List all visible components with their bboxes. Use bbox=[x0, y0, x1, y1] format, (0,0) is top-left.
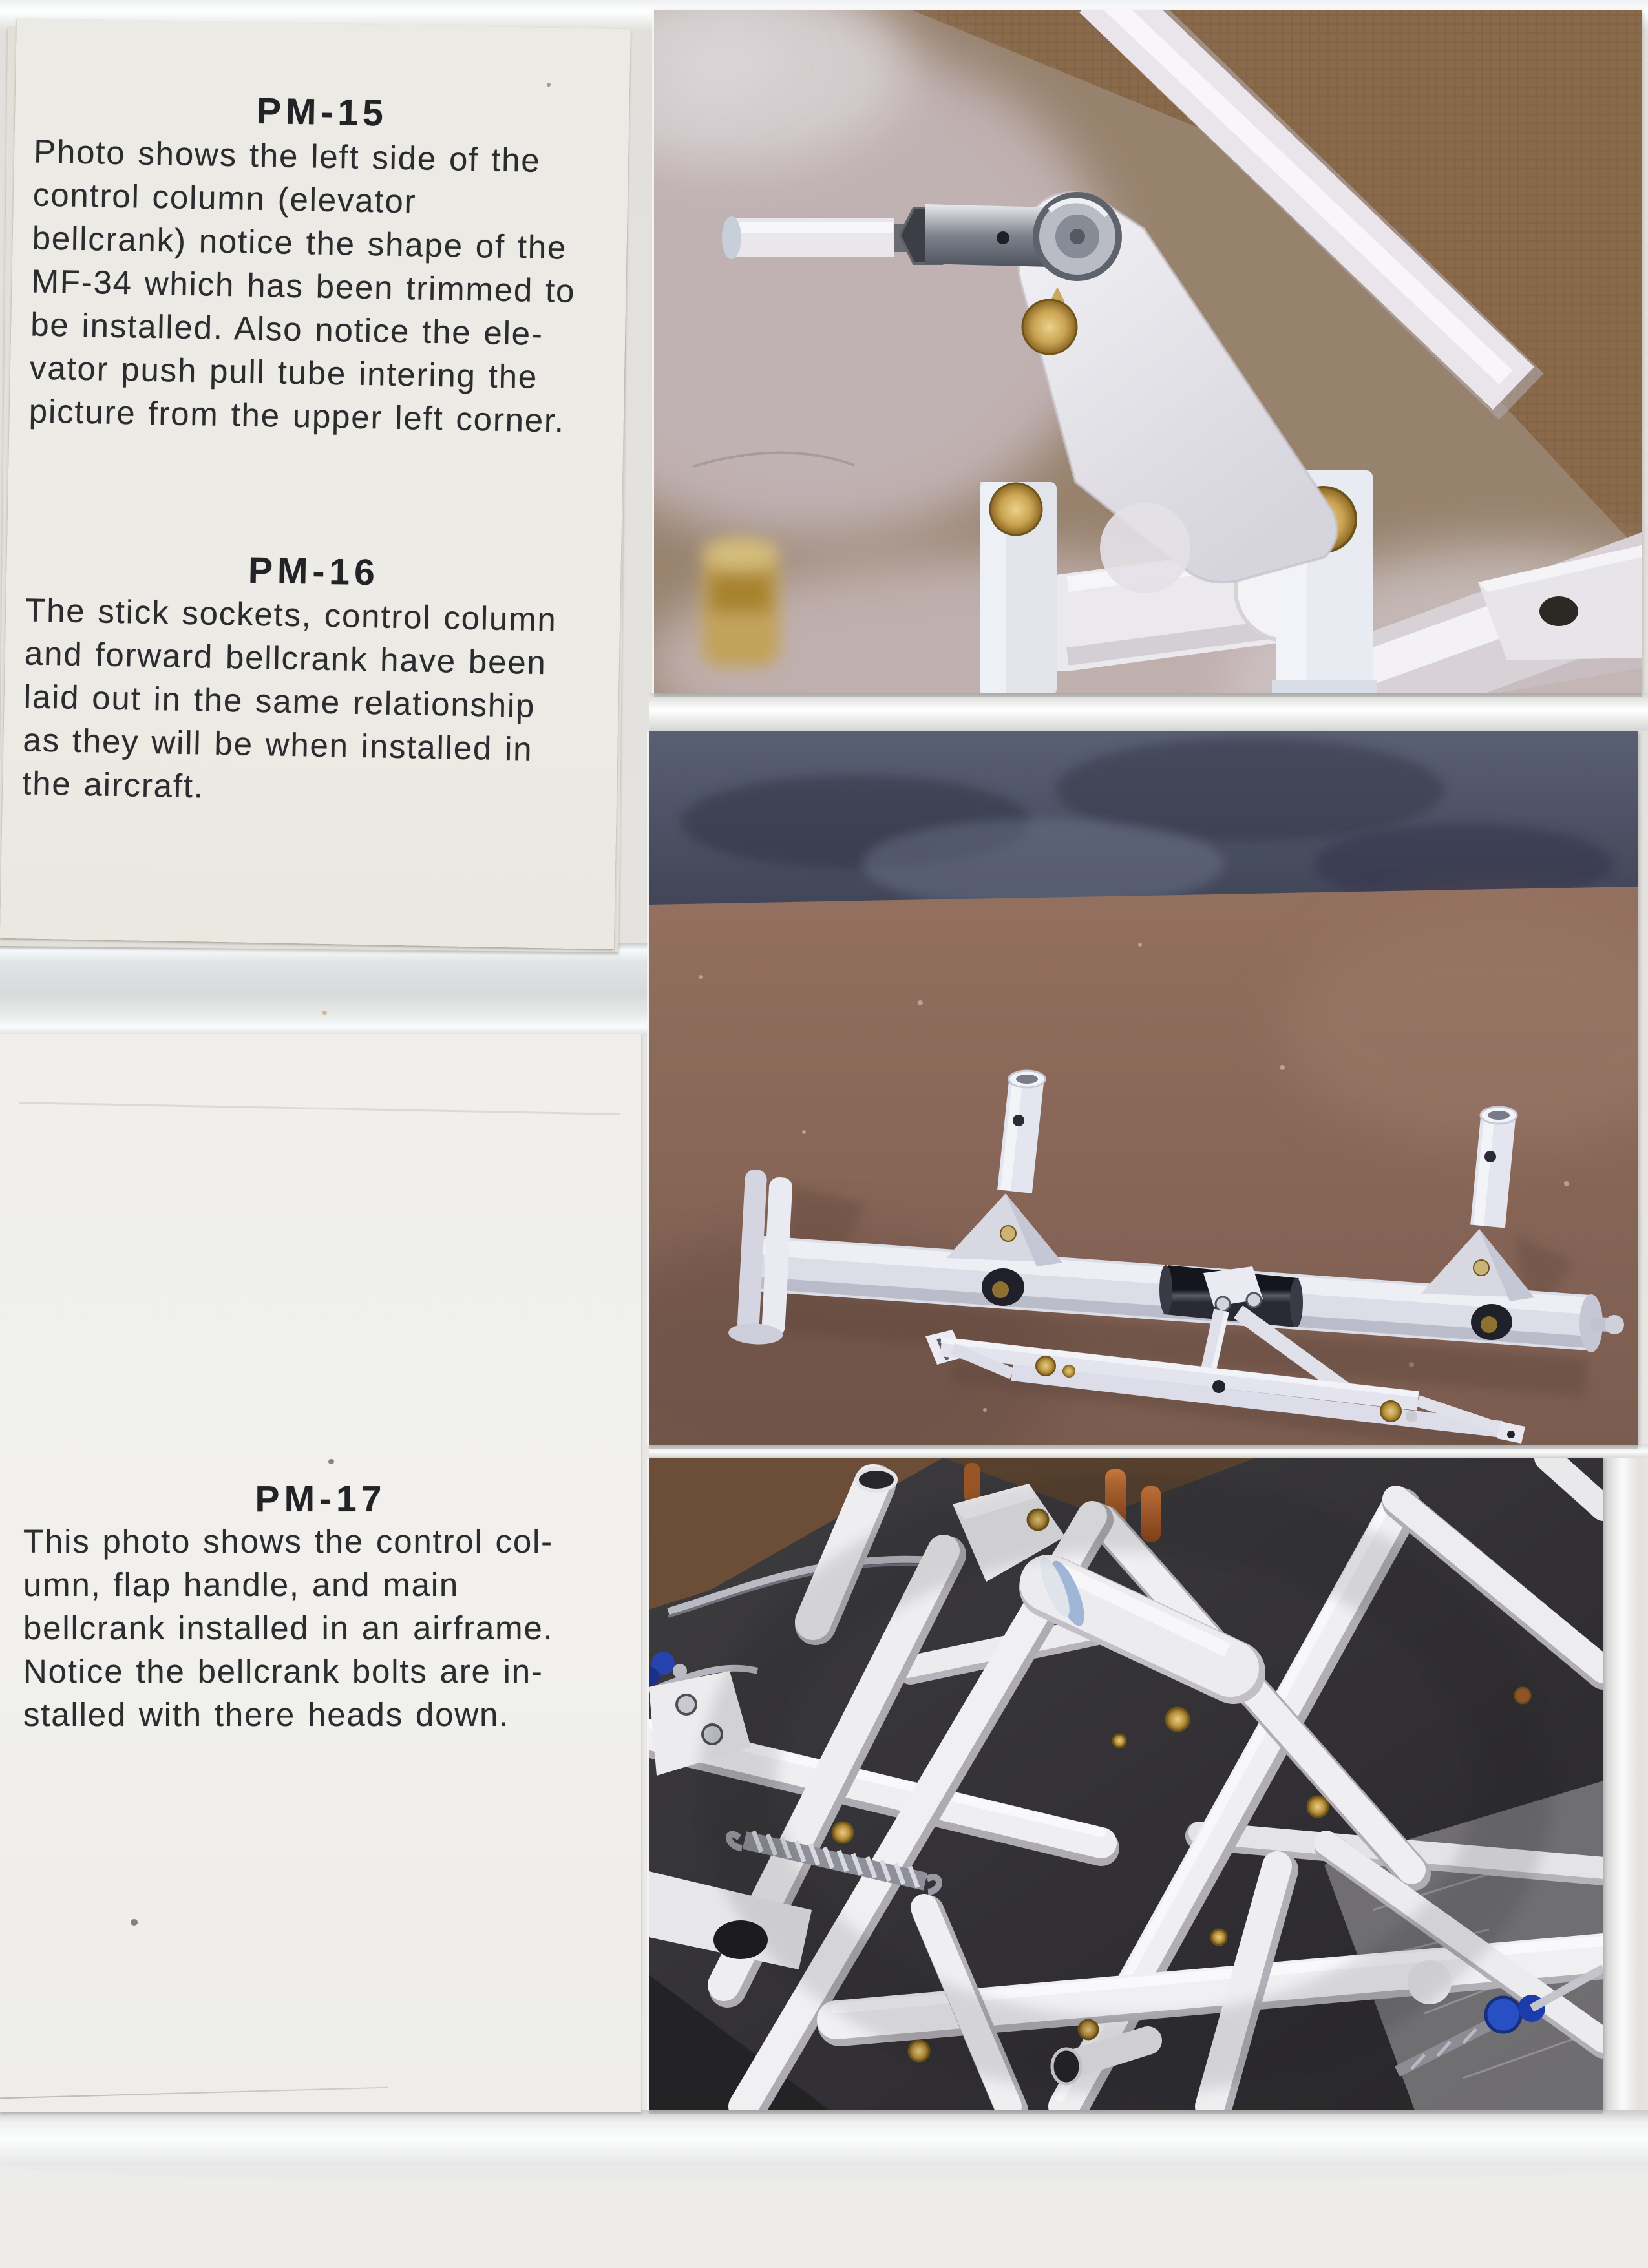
photo-pm15 bbox=[654, 10, 1642, 693]
brass-screw bbox=[1036, 1356, 1055, 1376]
sleeve-highlight-between-cards bbox=[0, 943, 650, 1035]
photo-pm15-image bbox=[654, 10, 1642, 693]
section-heading-pm16: PM-16 bbox=[248, 549, 380, 594]
gap-between-photo1-photo2 bbox=[649, 693, 1648, 731]
push-pull-tube bbox=[722, 216, 894, 259]
photo-pm16 bbox=[649, 731, 1638, 1445]
ink-speck bbox=[131, 1919, 138, 1926]
brass-screw bbox=[1380, 1401, 1401, 1422]
section-heading-pm17: PM-17 bbox=[255, 1478, 386, 1520]
section-heading-pm15: PM-15 bbox=[256, 90, 388, 134]
sleeve-highlight-bottom bbox=[0, 2110, 1648, 2183]
ink-speck bbox=[328, 1459, 334, 1464]
sleeve-edge-right-of-photo3 bbox=[1603, 1458, 1648, 2110]
ink-speck bbox=[547, 83, 551, 87]
left-spacer bbox=[980, 482, 1057, 693]
photo-pm16-image bbox=[649, 731, 1638, 1445]
photo-pm17-image bbox=[649, 1458, 1603, 2110]
caption-card-top bbox=[0, 18, 631, 949]
blue-an-fitting bbox=[1486, 1997, 1521, 2032]
photo-pm17 bbox=[649, 1458, 1603, 2110]
dust-speck bbox=[322, 1011, 327, 1015]
brass-bolt bbox=[990, 483, 1042, 535]
section-body-pm17: This photo shows the control col- umn, flap handle, and main bellcrank installed in an airframe. Notice the bellcrank bolts are in- stalled with there heads down. bbox=[23, 1523, 554, 1733]
caption-card-bottom bbox=[0, 1034, 641, 2112]
brass-bolt bbox=[1022, 300, 1077, 354]
gap-between-photo2-photo3 bbox=[649, 1444, 1648, 1458]
section-body-pm16: The stick sockets, control column and forward bellcrank have been laid out in the same relationship as they will be when installed in the aircraft. bbox=[21, 591, 558, 805]
brass-fitting-blurred bbox=[702, 538, 779, 667]
section-body-pm15: Photo shows the left side of the control column (elevator bellcrank) notice the shape of the MF-34 which has been trimmed to be installed. Also notice the ele- vator push pull tube intering the picture from the upper left corner. bbox=[28, 132, 576, 439]
